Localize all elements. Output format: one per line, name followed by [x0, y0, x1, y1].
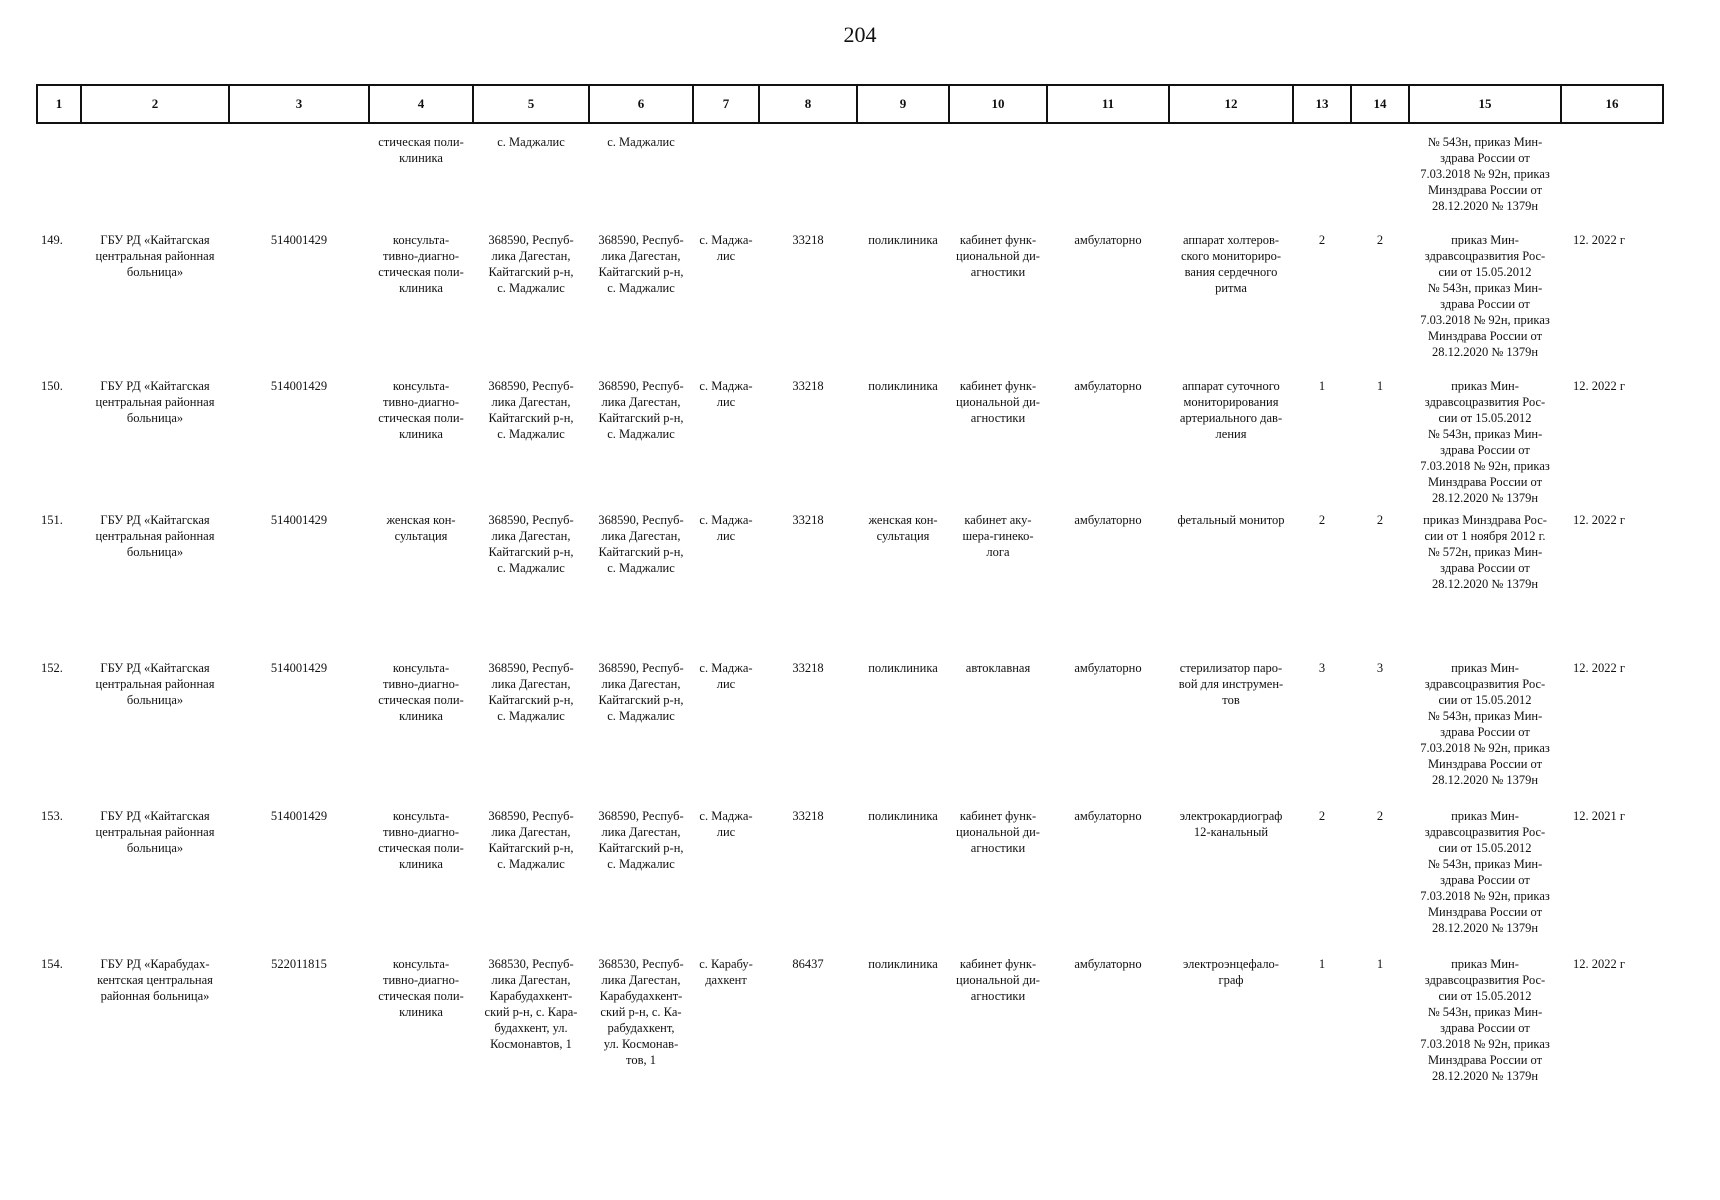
department-cell: женская кон- сультация: [868, 513, 938, 543]
legal-address-cell: 368530, Респуб- лика Дагестан, Карабудахкент- ский р-н, с. Кара- будахкент, ул. Космонавтов, 1: [484, 957, 578, 1051]
table-cell: с. Маджалис: [607, 135, 675, 149]
column-header: 3: [229, 85, 369, 123]
table-cell: с. Маджалис: [497, 135, 565, 149]
table-row: [37, 226, 1663, 372]
table-cell: [81, 123, 229, 226]
equipment-cell: фетальный монитор: [1177, 513, 1285, 527]
care-condition-cell: амбулаторно: [1074, 661, 1142, 675]
column-header: 8: [759, 85, 857, 123]
department-cell: поликлиника: [868, 233, 938, 247]
legal-address-cell: 368590, Респуб- лика Дагестан, Кайтагский р-н, с. Маджалис: [488, 379, 574, 441]
organization-cell: ГБУ РД «Карабудах- кентская центральная районная больница»: [97, 957, 213, 1003]
actual-address-cell: 368590, Респуб- лика Дагестан, Кайтагский р-н, с. Маджалис: [598, 233, 684, 295]
equipment-cell: стерилизатор паро- вой для инструмен- тов: [1178, 661, 1284, 707]
equipment-cell: электроэнцефало- граф: [1183, 957, 1279, 987]
table-row: [37, 950, 1663, 1106]
organization-cell: ГБУ РД «Кайтагская центральная районная больница»: [95, 513, 215, 559]
column-header: 14: [1351, 85, 1409, 123]
actual-address-cell: 368590, Респуб- лика Дагестан, Кайтагский р-н, с. Маджалис: [598, 379, 684, 441]
quantity-cell: 2: [1376, 809, 1384, 823]
quantity-required-cell: 3: [1318, 661, 1326, 675]
care-condition-cell: амбулаторно: [1074, 233, 1142, 247]
subdivision-cell: консульта- тивно-диагно- стическая поли- клиника: [378, 661, 464, 723]
department-cell: поликлиника: [868, 809, 938, 823]
code-cell: 514001429: [270, 379, 328, 393]
room-cell: кабинет функ- циональной ди- агностики: [956, 957, 1040, 1003]
equipment-table: [36, 84, 1664, 1106]
table-cell: [1169, 123, 1293, 226]
column-header: 4: [369, 85, 473, 123]
row-number: 151.: [41, 513, 63, 527]
subdivision-cell: консульта- тивно-диагно- стическая поли- клиника: [378, 233, 464, 295]
subdivision-cell: консульта- тивно-диагно- стическая поли- клиника: [378, 957, 464, 1019]
column-header: 1: [37, 85, 81, 123]
code-cell: 514001429: [270, 661, 328, 675]
column-header: 13: [1293, 85, 1351, 123]
column-header: 2: [81, 85, 229, 123]
care-condition-cell: амбулаторно: [1074, 379, 1142, 393]
table-cell: № 543н, приказ Мин- здрава России от 7.03.2018 № 92н, приказ Минздрава России от 28.12.2020 № 1379н: [1420, 135, 1550, 213]
table-cell: [857, 123, 949, 226]
subdivision-cell: консульта- тивно-диагно- стическая поли- клиника: [378, 379, 464, 441]
room-cell: кабинет аку- шера-гинеко- лога: [962, 513, 1034, 559]
care-condition-cell: амбулаторно: [1074, 957, 1142, 971]
actual-address-cell: 368590, Респуб- лика Дагестан, Кайтагский р-н, с. Маджалис: [598, 661, 684, 723]
table-row: [37, 654, 1663, 802]
quantity-required-cell: 2: [1318, 809, 1326, 823]
quantity-cell: 3: [1376, 661, 1384, 675]
table-row: [37, 802, 1663, 950]
code2-cell: 33218: [792, 661, 824, 675]
order-cell: приказ Мин- здравсоцразвития Рос- сии от 15.05.2012 № 543н, приказ Мин- здрава России от 7.03.2018 № 92н, приказ Минздрава России от 28.12.2020 № 1379н: [1420, 661, 1550, 787]
code2-cell: 33218: [792, 513, 824, 527]
care-condition-cell: амбулаторно: [1074, 513, 1142, 527]
code2-cell: 33218: [792, 809, 824, 823]
organization-cell: ГБУ РД «Кайтагская центральная районная больница»: [95, 233, 215, 279]
quantity-required-cell: 2: [1318, 233, 1326, 247]
table-cell: [693, 123, 759, 226]
legal-address-cell: 368590, Респуб- лика Дагестан, Кайтагский р-н, с. Маджалис: [488, 233, 574, 295]
order-cell: приказ Мин- здравсоцразвития Рос- сии от 15.05.2012 № 543н, приказ Мин- здрава России от 7.03.2018 № 92н, приказ Минздрава России от 28.12.2020 № 1379н: [1420, 379, 1550, 505]
quantity-cell: 1: [1376, 957, 1384, 971]
settlement-cell: с. Маджа- лис: [699, 233, 753, 263]
equipment-cell: аппарат холтеров- ского мониториро- вания сердечного ритма: [1180, 233, 1282, 295]
date-cell: 12. 2022 г: [1573, 379, 1626, 393]
date-cell: 12. 2022 г: [1573, 513, 1626, 527]
code-cell: 514001429: [270, 809, 328, 823]
subdivision-cell: консульта- тивно-диагно- стическая поли- клиника: [378, 809, 464, 871]
table-cell: стическая поли- клиника: [378, 135, 464, 165]
equipment-cell: электрокардиограф 12-канальный: [1179, 809, 1283, 839]
department-cell: поликлиника: [868, 957, 938, 971]
quantity-required-cell: 2: [1318, 513, 1326, 527]
column-header: 11: [1047, 85, 1169, 123]
settlement-cell: с. Маджа- лис: [699, 809, 753, 839]
actual-address-cell: 368590, Респуб- лика Дагестан, Кайтагский р-н, с. Маджалис: [598, 513, 684, 575]
table-cell: [949, 123, 1047, 226]
column-header: 9: [857, 85, 949, 123]
organization-cell: ГБУ РД «Кайтагская центральная районная больница»: [95, 661, 215, 707]
code2-cell: 86437: [792, 957, 824, 971]
room-cell: кабинет функ- циональной ди- агностики: [956, 809, 1040, 855]
settlement-cell: с. Карабу- дахкент: [699, 957, 753, 987]
quantity-required-cell: 1: [1318, 379, 1326, 393]
code-cell: 514001429: [270, 233, 328, 247]
quantity-cell: 2: [1376, 513, 1384, 527]
care-condition-cell: амбулаторно: [1074, 809, 1142, 823]
subdivision-cell: женская кон- сультация: [386, 513, 456, 543]
column-header: 12: [1169, 85, 1293, 123]
room-cell: кабинет функ- циональной ди- агностики: [956, 233, 1040, 279]
order-cell: приказ Мин- здравсоцразвития Рос- сии от 15.05.2012 № 543н, приказ Мин- здрава России от 7.03.2018 № 92н, приказ Минздрава России от 28.12.2020 № 1379н: [1420, 233, 1550, 359]
code2-cell: 33218: [792, 379, 824, 393]
table-cell: [37, 123, 81, 226]
date-cell: 12. 2022 г: [1573, 661, 1626, 675]
table-cell: [759, 123, 857, 226]
row-number: 149.: [41, 233, 63, 247]
row-number: 152.: [41, 661, 63, 675]
column-header: 15: [1409, 85, 1561, 123]
organization-cell: ГБУ РД «Кайтагская центральная районная больница»: [95, 809, 215, 855]
room-cell: автоклавная: [965, 661, 1031, 675]
table-row: [37, 506, 1663, 654]
department-cell: поликлиника: [868, 661, 938, 675]
date-cell: 12. 2021 г: [1573, 809, 1626, 823]
order-cell: приказ Мин- здравсоцразвития Рос- сии от 15.05.2012 № 543н, приказ Мин- здрава России от 7.03.2018 № 92н, приказ Минздрава России от 28.12.2020 № 1379н: [1420, 809, 1550, 935]
column-header: 7: [693, 85, 759, 123]
column-header: 6: [589, 85, 693, 123]
quantity-required-cell: 1: [1318, 957, 1326, 971]
column-header: 5: [473, 85, 589, 123]
date-cell: 12. 2022 г: [1573, 233, 1626, 247]
order-cell: приказ Минздрава Рос- сии от 1 ноября 2012 г. № 572н, приказ Мин- здрава России от 28.12.2020 № 1379н: [1423, 513, 1547, 591]
legal-address-cell: 368590, Респуб- лика Дагестан, Кайтагский р-н, с. Маджалис: [488, 809, 574, 871]
code-cell: 514001429: [270, 513, 328, 527]
table-cell: [229, 123, 369, 226]
organization-cell: ГБУ РД «Кайтагская центральная районная больница»: [95, 379, 215, 425]
row-number: 150.: [41, 379, 63, 393]
actual-address-cell: 368530, Респуб- лика Дагестан, Карабудахкент- ский р-н, с. Ка- рабудахкент, ул. Космонав- тов, 1: [598, 957, 684, 1067]
page-number: 204: [843, 22, 877, 47]
legal-address-cell: 368590, Респуб- лика Дагестан, Кайтагский р-н, с. Маджалис: [488, 513, 574, 575]
quantity-cell: 2: [1376, 233, 1384, 247]
equipment-cell: аппарат суточного мониторирования артериального дав- ления: [1179, 379, 1283, 441]
code2-cell: 33218: [792, 233, 824, 247]
row-number: 153.: [41, 809, 63, 823]
table-cell: [1293, 123, 1351, 226]
order-cell: приказ Мин- здравсоцразвития Рос- сии от 15.05.2012 № 543н, приказ Мин- здрава России от 7.03.2018 № 92н, приказ Минздрава России от 28.12.2020 № 1379н: [1420, 957, 1550, 1083]
settlement-cell: с. Маджа- лис: [699, 379, 753, 409]
header-row: [37, 85, 1663, 123]
column-header: 16: [1561, 85, 1663, 123]
row-number: 154.: [41, 957, 63, 971]
quantity-cell: 1: [1376, 379, 1384, 393]
table-cell: [1561, 123, 1663, 226]
table-cell: [1351, 123, 1409, 226]
settlement-cell: с. Маджа- лис: [699, 513, 753, 543]
code-cell: 522011815: [271, 957, 327, 971]
column-header: 10: [949, 85, 1047, 123]
table-cell: [1047, 123, 1169, 226]
settlement-cell: с. Маджа- лис: [699, 661, 753, 691]
legal-address-cell: 368590, Респуб- лика Дагестан, Кайтагский р-н, с. Маджалис: [488, 661, 574, 723]
actual-address-cell: 368590, Респуб- лика Дагестан, Кайтагский р-н, с. Маджалис: [598, 809, 684, 871]
continuation-row: [37, 123, 1663, 226]
room-cell: кабинет функ- циональной ди- агностики: [956, 379, 1040, 425]
department-cell: поликлиника: [868, 379, 938, 393]
table-row: [37, 372, 1663, 506]
date-cell: 12. 2022 г: [1573, 957, 1626, 971]
